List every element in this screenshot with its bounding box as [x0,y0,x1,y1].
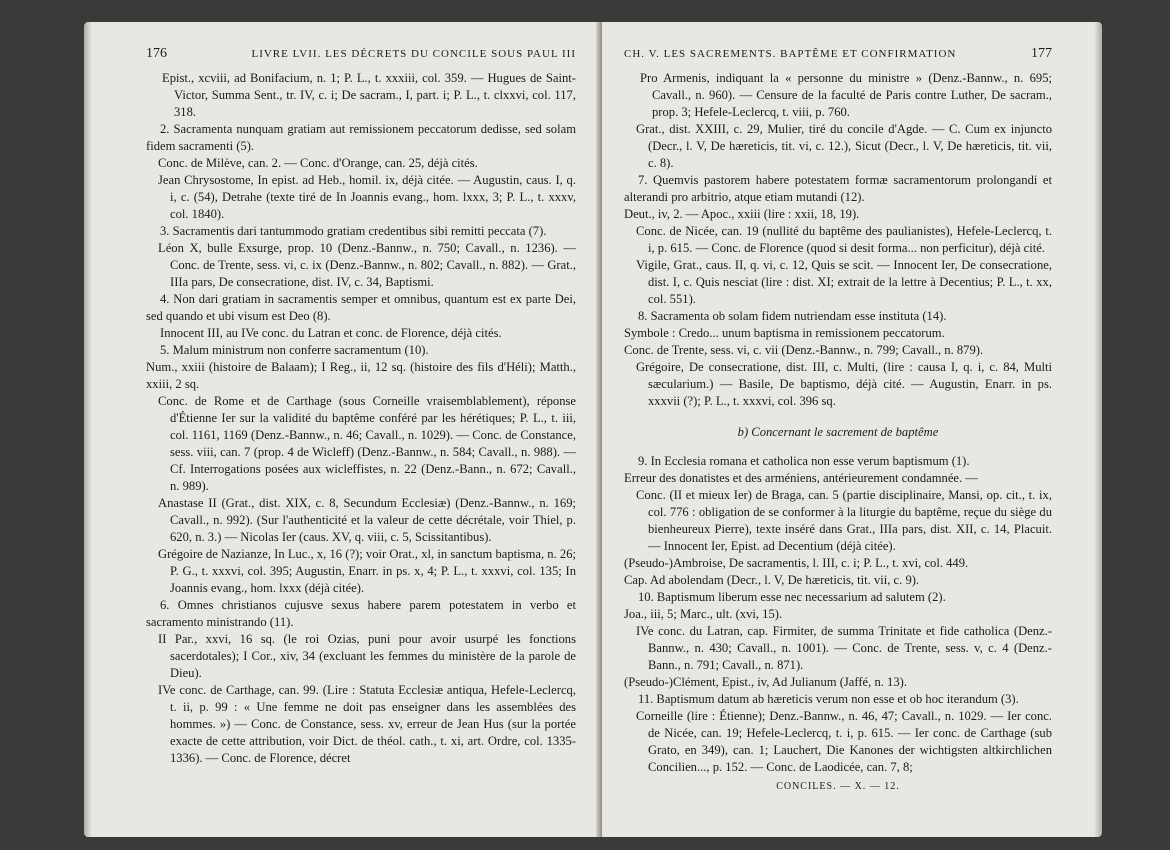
paragraph: IVe conc. du Latran, cap. Firmiter, de summa Trinitate et fide catholica (Denz.-Bannw., n. 430; Cavall., n. 1001). — Conc. de Trente, sess. v, c. 4 (Denz.-Bann., n. 791; Cavall., n. 871). [636,624,1052,672]
left-running-head [146,46,576,62]
paragraph: Conc. (II et mieux Ier) de Braga, can. 5 (partie disciplinaire, Mansi, op. cit., t. ix, col. 776 : obligation de se conformer à la liturgie du baptême, reçue du siège du bienheureux Pierre), texte inséré dans Grat., IIIa pars, dist. XII, c. 14, Placuit. — Innocent Ier, Epist. ad Decentium (déjà citée). [636,488,1052,553]
paragraph: 11. Baptismum datum ab hæreticis verum non esse et ob hoc iterandum (3). [638,692,1019,706]
paragraph: 3. Sacramentis dari tantummodo gratiam credentibus sibi remitti peccata (7). [160,224,547,238]
section-heading: b) Concernant le sacrement de baptême [737,425,939,439]
paragraph: Conc. de Nicée, can. 19 (nullité du baptême des paulianistes), Hefele-Leclercq, t. i, p. 615. — Conc. de Florence (quod si desit forma... non perficitur), déjà cité. [636,224,1052,255]
left-page [84,22,600,837]
right-edge-shadow [1094,22,1102,837]
paragraph: 10. Baptismum liberum esse nec necessarium ad salutem (2). [638,590,946,604]
paragraph: Cap. Ad abolendam (Decr., l. V, De hæreticis, tit. vii, c. 9). [624,573,920,587]
left-body-text [146,70,576,767]
paragraph: Anastase II (Grat., dist. XIX, c. 8, Secundum Ecclesiæ) (Denz.-Bannw., n. 169; Cavall., n. 992). (Sur l'authenticité et la valeur de cette décrétale, voir Thiel, p. 620, n. 3.) — Nicolas Ier (caus. XV, q. viii, c. 5, Scissitantibus). [158,496,576,544]
paragraph: Corneille (lire : Étienne); Denz.-Bannw., n. 46, 47; Cavall., n. 1029. — Ier conc. de Nicée, can. 19; Hefele-Leclercq, t. i, p. 615. — Ier conc. de Carthage (sub Grato, en 349), can. 1; Lauchert, Die Kanones der wichtigsten altkirchlichen Concilien..., p. 152. — Conc. de Laodicée, can. 7, 8; [636,709,1052,774]
paragraph: Conc. de Trente, sess. vi, c. vii (Denz.-Bannw., n. 799; Cavall., n. 879). [624,343,984,357]
paragraph: 8. Sacramenta ob solam fidem nutriendam esse instituta (14). [638,309,947,323]
paragraph: 9. In Ecclesia romana et catholica non esse verum baptismum (1). [638,454,970,468]
paragraph: Conc. de Rome et de Carthage (sous Corneille vraisemblablement), réponse d'Étienne Ier sur la validité du baptême conféré par les hérétiques; P. L., t. iii, col. 1161, 1169 (Denz.-Bannw., n. 46; Cavall., n. 1029). — Conc. de Constance, sess. viii, can. 7 (prop. 4 de Wicleff) (Denz.-Bannw., n. 584; Cavall., n. 988). — Cf. Interrogations posées aux wicleffistes, n. 22 (Denz.-Bann., n. 672; Cavall., n. 989). [158,394,576,493]
paragraph: 5. Malum ministrum non conferre sacramentum (10). [160,343,429,357]
right-page-number: 177 [1031,46,1052,61]
left-edge-shadow [84,22,92,837]
paragraph: Symbole : Credo... unum baptisma in remissionem peccatorum. [624,326,945,340]
paragraph: Epist., xcviii, ad Bonifacium, n. 1; P. L., t. xxxiii, col. 359. — Hugues de Saint-Victor, Summa Sent., tr. IV, c. i; De sacram., I, part. i; P. L., t. clxxvi, col. 117, 318. [162,71,576,119]
paragraph: (Pseudo-)Clément, Epist., iv, Ad Julianum (Jaffé, n. 13). [624,675,907,689]
paragraph: 4. Non dari gratiam in sacramentis semper et omnibus, quantum est ex parte Dei, sed quando et ubi visum est Deo (8). [146,292,576,323]
paragraph: Grégoire, De consecratione, dist. III, c. Multi, (lire : causa I, q. i, c. 84, Multi sæcularium.) — Basile, De baptismo, déjà cité. — Augustin, Enarr. in ps. xxxvii (?); P. L., t. xxxvi, col. 396 sq. [636,360,1052,408]
right-body-after [624,453,1052,776]
paragraph: 7. Quemvis pastorem habere potestatem formæ sacramentorum prolongandi et alterandi pro arbitrio, atque etiam mutandi (12). [624,173,1052,204]
right-running-head [624,46,1052,62]
right-running-title: CH. V. LES SACREMENTS. BAPTÊME ET CONFIRMATION [624,48,957,60]
paragraph: Léon X, bulle Exsurge, prop. 10 (Denz.-Bannw., n. 750; Cavall., n. 1236). — Conc. de Trente, sess. vi, c. ix (Denz.-Bannw., n. 802; Cavall., n. 882). — Grat., IIIa pars, De consecratione, dist. IV, c. 34, Baptismi. [158,241,576,289]
paragraph: Deut., iv, 2. — Apoc., xxiii (lire : xxii, 18, 19). [624,207,860,221]
paragraph: Vigile, Grat., caus. II, q. vi, c. 12, Quis se scit. — Innocent Ier, De consecratione, dist. I, c. Quis nesciat (lire : dist. XI; extrait de la lettre à Decentius; P. L., t. xx, col. 551). [636,258,1052,306]
right-body-text [624,70,1052,795]
left-page-number: 176 [146,46,167,61]
paragraph: Erreur des donatistes et des arméniens, antérieurement condamnée. — [624,471,978,485]
paragraph: IVe conc. de Carthage, can. 99. (Lire : Statuta Ecclesiæ antiqua, Hefele-Leclercq, t. ii, p. 99 : « Une femme ne doit pas enseigner dans les assemblées des hommes. ») — Conc. de Constance, sess. xv, erreur de Jean Hus (sur la portée exacte de cette attribution, voir Dict. de théol. cath., t. xi, art. Ordre, col. 1335-1336). — Conc. de Florence, décret [158,683,576,765]
paragraph: II Par., xxvi, 16 sq. (le roi Ozias, puni pour avoir usurpé les fonctions sacerdotales); I Cor., xiv, 34 (excluant les femmes du ministère de la parole de Dieu). [158,632,576,680]
right-page [602,22,1102,837]
paragraph: Jean Chrysostome, In epist. ad Heb., homil. ix, déjà citée. — Augustin, caus. I, q. i, c. (54), Detrahe (texte tiré de In Joannis evang., hom. lxxx, 3; P. L., t. xxxv, col. 1840). [158,173,576,221]
paragraph: (Pseudo-)Ambroise, De sacramentis, l. III, c. i; P. L., t. xvi, col. 449. [624,556,969,570]
left-running-title: LIVRE LVII. LES DÉCRETS DU CONCILE SOUS PAUL III [251,48,576,60]
paragraph: Conc. de Milève, can. 2. — Conc. d'Orange, can. 25, déjà cités. [158,156,478,170]
paragraph: Grégoire de Nazianze, In Luc., x, 16 (?); voir Orat., xl, in sanctum baptisma, n. 26; P. G., t. xxxvi, col. 395; Augustin, Enarr. in ps. x, 4; P. L., t. xxxvi, col. 135; In Joannis evang., hom. lxxx (déjà citée). [158,547,576,595]
paragraph: 2. Sacramenta nunquam gratiam aut remissionem peccatorum dedisse, sed solam fidem sacramenti (5). [146,122,576,153]
paragraph: Innocent III, au IVe conc. du Latran et conc. de Florence, déjà cités. [160,326,502,340]
right-body-before [624,70,1052,410]
paragraph: Grat., dist. XXIII, c. 29, Mulier, tiré du concile d'Agde. — C. Cum ex injuncto (Decr., l. V, De hæreticis, tit. vi, c. 12.), Sicut (Decr., l. V, De hæreticis, tit. vii, c. 8). [636,122,1052,170]
paragraph: Joa., iii, 5; Marc., ult. (xvi, 15). [624,607,783,621]
paragraph: Num., xxiii (histoire de Balaam); I Reg., ii, 12 sq. (histoire des fils d'Héli); Matth., xxiii, 2 sq. [146,360,576,391]
paragraph: 6. Omnes christianos cujusve sexus habere parem potestatem in verbo et sacramento ministrando (11). [146,598,576,629]
signature-mark: CONCILES. — X. — 12. [776,781,900,792]
paragraph: Pro Armenis, indiquant la « personne du ministre » (Denz.-Bannw., n. 695; Cavall., n. 960). — Censure de la faculté de Paris contre Luther, De sacram., prop. 3; Hefele-Leclercq, t. viii, p. 760. [640,71,1052,119]
